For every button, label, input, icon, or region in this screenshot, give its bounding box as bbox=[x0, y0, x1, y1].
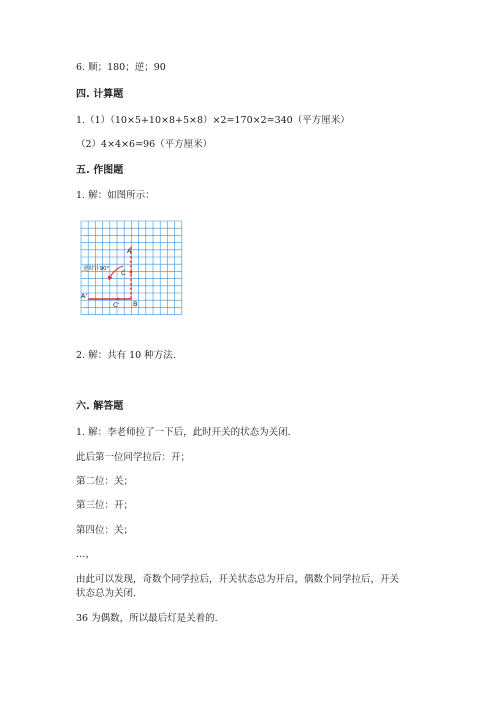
label-a-prime: A' bbox=[81, 292, 88, 300]
drawing-answer-1: 1. 解：如图所示： bbox=[76, 190, 155, 201]
solution-line-ellipsis: …， bbox=[76, 549, 96, 560]
drawing-answer-2: 2. 解：共有 10 种方法. bbox=[76, 350, 176, 361]
solution-line-4: 第三位：开； bbox=[76, 500, 134, 511]
solution-line-3: 第二位：关； bbox=[76, 476, 134, 487]
section-6-heading: 六. 解答题 bbox=[76, 401, 124, 412]
section-5-heading: 五. 作图题 bbox=[76, 165, 124, 176]
previous-answer-line: 6. 顺；180；逆；90 bbox=[76, 62, 166, 73]
solution-line-5: 第四位：关； bbox=[76, 525, 134, 536]
rotation-grid-figure bbox=[80, 220, 184, 318]
rotation-diagram bbox=[81, 247, 137, 309]
rotation-note: 逆时针90° bbox=[83, 266, 110, 272]
solution-final-line: 36 为偶数，所以最后灯是关着的. bbox=[76, 613, 218, 624]
solution-line-2: 此后第一位同学拉后：开； bbox=[76, 452, 191, 463]
section-4-heading: 四. 计算题 bbox=[76, 89, 124, 100]
label-a: A bbox=[127, 247, 132, 255]
solution-line-1: 1. 解：李老师拉了一下后，此时开关的状态为关闭. bbox=[76, 427, 291, 438]
solution-conclusion-2: 状态总为关闭. bbox=[76, 588, 137, 599]
solution-conclusion-1: 由此可以发现，奇数个同学拉后，开关状态总为开启，偶数个同学拉后，开关 bbox=[76, 574, 400, 585]
label-b: B bbox=[133, 300, 138, 308]
label-c-prime: C' bbox=[113, 301, 120, 309]
calc-answer-1: 1.（1）（10×5+10×8+5×8）×2=170×2=340（平方厘米） bbox=[76, 115, 350, 126]
label-c: C bbox=[121, 269, 126, 277]
calc-answer-2: （2）4×4×6=96（平方厘米） bbox=[76, 139, 213, 150]
point-c-prime bbox=[117, 298, 120, 301]
point-c bbox=[130, 271, 133, 274]
